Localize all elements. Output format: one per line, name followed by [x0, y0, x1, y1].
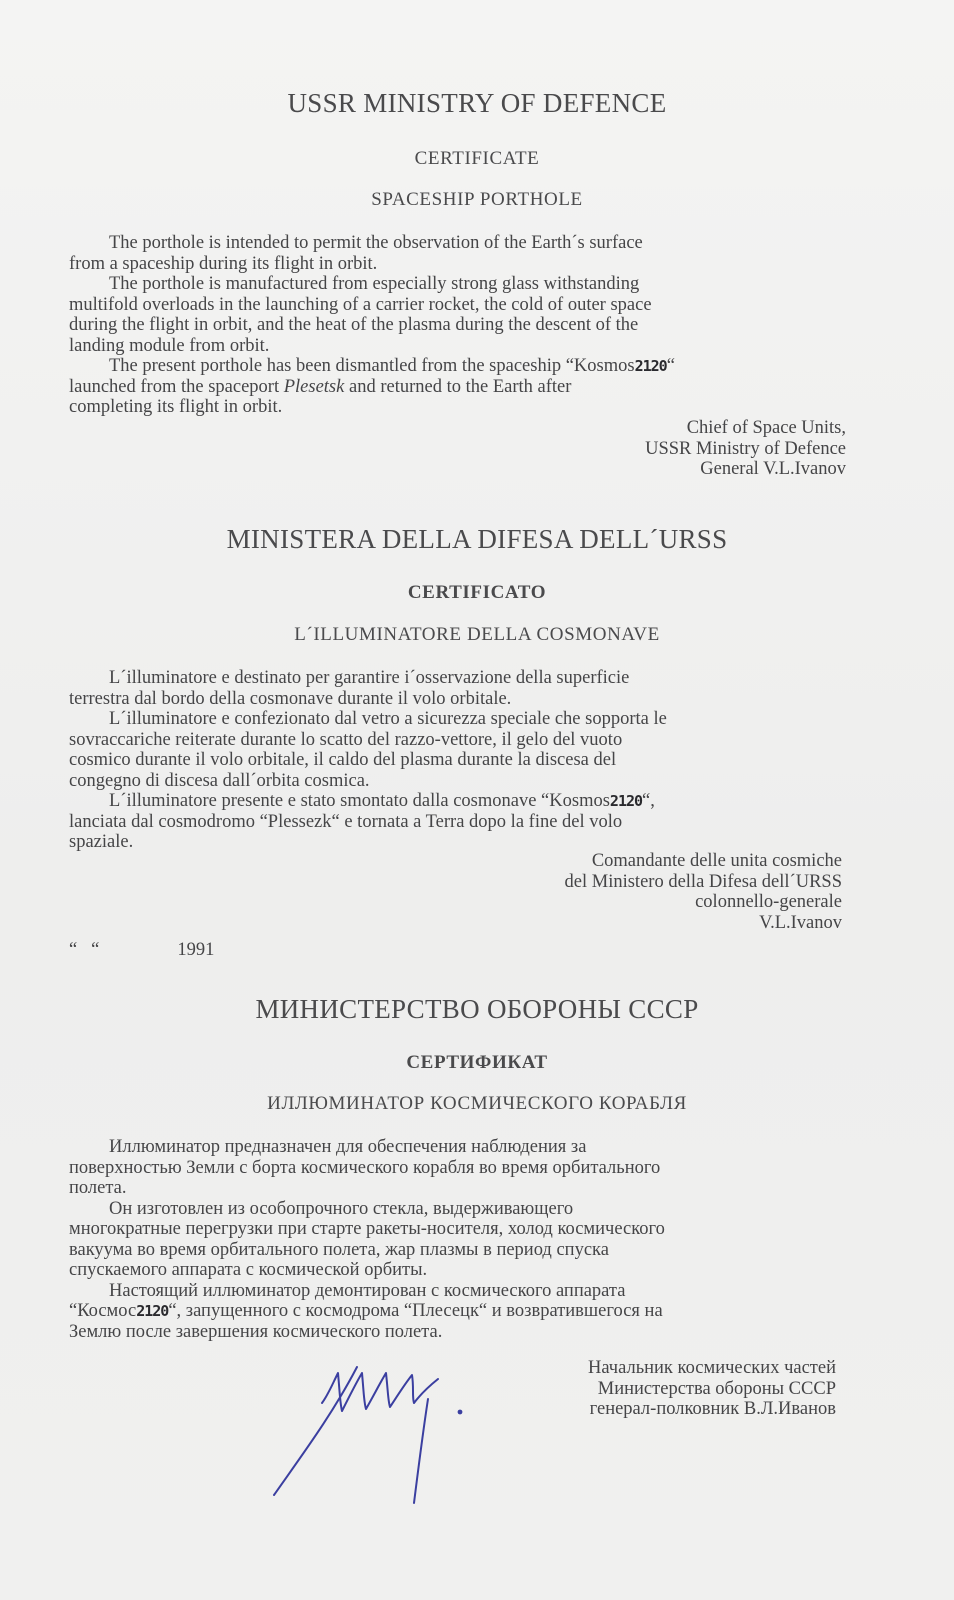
english-serial-number: 2120 — [634, 357, 667, 375]
russian-signature-block — [588, 1358, 836, 1420]
italian-line: congegno di discesa dall´orbita cosmica. — [69, 770, 370, 791]
italian-line: L´illuminatore e confezionato dal vetro a sicurezza speciale che sopporta le — [109, 709, 667, 729]
english-line: landing module from orbit. — [69, 335, 270, 356]
english-spaceport-name: Plesetsk — [283, 376, 345, 397]
russian-signature-line: генерал-полковник В.Л.Иванов — [589, 1399, 836, 1419]
russian-signature-line: Министерства обороны СССР — [597, 1378, 836, 1399]
russian-line-text: , запущенного с космодрома “Плесецк“ и возвратившегося на — [176, 1301, 663, 1321]
italian-signature-line: V.L.Ivanov — [759, 912, 842, 933]
handwritten-signature — [262, 1355, 472, 1505]
english-line: The porthole is intended to permit the observation of the Earth´s surface — [109, 233, 643, 253]
italian-line: L´illuminatore e destinato per garantire i´osservazione della superficie — [109, 668, 630, 688]
italian-signature-line: colonnello-generale — [695, 892, 842, 912]
english-line: The porthole is manufactured from especially strong glass withstanding — [109, 274, 640, 294]
english-line-text: The present porthole has been dismantled from the spaceship “Kosmos — [109, 356, 635, 376]
italian-signature-block — [565, 851, 842, 933]
italian-line: cosmico durante il volo orbitale, il caldo del plasma durante la discesa del — [69, 750, 617, 770]
english-line: completing its flight in orbit. — [69, 397, 283, 417]
english-body — [69, 233, 849, 418]
russian-body — [69, 1137, 849, 1342]
russian-ministry-heading: МИНИСТЕРСТВО ОБОРОНЫ СССР — [255, 994, 699, 1024]
russian-line: Настоящий иллюминатор демонтирован с космического аппарата — [109, 1280, 626, 1301]
italian-line-text: L´illuminatore presente e stato smontato dalla cosmonave “Kosmos — [109, 791, 610, 811]
russian-line: вакуума во время орбитального полета, жар плазмы в период спуска — [69, 1239, 609, 1260]
russian-line: многократные перегрузки при старте ракеты-носителя, холод космического — [69, 1219, 665, 1239]
english-signature-line: General V.L.Ivanov — [700, 459, 846, 479]
russian-line: Он изготовлен из особопрочного стекла, выдерживающего — [109, 1198, 574, 1219]
english-line: from a spaceship during its flight in orbit. — [69, 253, 378, 274]
italian-signature-line: del Ministero della Difesa dell´URSS — [564, 871, 842, 892]
english-signature-block — [645, 418, 846, 480]
russian-line: Иллюминатор предназначен для обеспечения наблюдения за — [109, 1137, 587, 1157]
english-line — [69, 356, 849, 377]
english-signature-line: USSR Ministry of Defence — [645, 438, 846, 459]
italian-serial-number: 2120 — [609, 792, 643, 810]
russian-certificate-heading: СЕРТИФИКАТ — [406, 1052, 548, 1073]
english-ministry-heading: USSR MINISTRY OF DEFENCE — [287, 88, 667, 118]
italian-line: spaziale. — [69, 832, 134, 852]
russian-serial-quote: “ — [168, 1301, 177, 1321]
english-line — [69, 377, 849, 398]
russian-line: Землю после завершения космического полета. — [69, 1321, 443, 1342]
russian-line — [69, 1301, 849, 1322]
russian-line-text: “Космос — [69, 1301, 137, 1321]
english-serial-quote: “ — [666, 356, 675, 376]
date-row — [69, 940, 214, 961]
italian-line: lanciata dal cosmodromo “Plessezk“ e tornata a Terra dopo la fine del volo — [69, 811, 623, 832]
russian-subject-heading: ИЛЛЮМИНАТОР КОСМИЧЕСКОГО КОРАБЛЯ — [267, 1093, 687, 1114]
russian-line: поверхностью Земли с борта космического корабля во время орбитального — [69, 1157, 661, 1178]
russian-signature-line: Начальник космических частей — [587, 1358, 836, 1378]
signature-stroke — [322, 1373, 438, 1411]
italian-subject-heading: L´ILLUMINATORE DELLA COSMONAVE — [294, 624, 660, 645]
italian-signature-line: Comandante delle unita cosmiche — [591, 851, 842, 871]
date-year: 1991 — [177, 940, 215, 960]
russian-serial-number: 2120 — [136, 1302, 169, 1320]
signature-stroke — [274, 1367, 357, 1495]
italian-certificate-heading: CERTIFICATO — [407, 582, 547, 603]
italian-line — [69, 791, 849, 812]
english-line-text: and returned to the Earth after — [344, 376, 572, 397]
date-quotes: “ “ — [69, 940, 100, 960]
russian-line: полета. — [69, 1178, 127, 1198]
english-certificate-heading: CERTIFICATE — [414, 148, 540, 169]
italian-body — [69, 668, 849, 853]
italian-line: sovraccariche reiterate durante lo scatto del razzo-vettore, il gelo del vuoto — [69, 729, 623, 750]
signature-dot — [458, 1410, 463, 1415]
english-line-text: launched from the spaceport — [69, 376, 284, 397]
english-line: during the flight in orbit, and the heat of the plasma during the descent of the — [69, 315, 639, 335]
italian-ministry-heading: MINISTERA DELLA DIFESA DELL´URSS — [226, 524, 728, 554]
italian-serial-quote: “, — [642, 791, 655, 811]
english-line: multifold overloads in the launching of a carrier rocket, the cold of outer space — [69, 294, 652, 315]
english-signature-line: Chief of Space Units, — [686, 418, 846, 438]
english-subject-heading: SPACESHIP PORTHOLE — [371, 189, 583, 210]
signature-stroke — [414, 1399, 428, 1503]
italian-line: terrestra dal bordo della cosmonave durante il volo orbitale. — [69, 688, 512, 709]
russian-line: спускаемого аппарата с космической орбиты. — [69, 1260, 428, 1280]
